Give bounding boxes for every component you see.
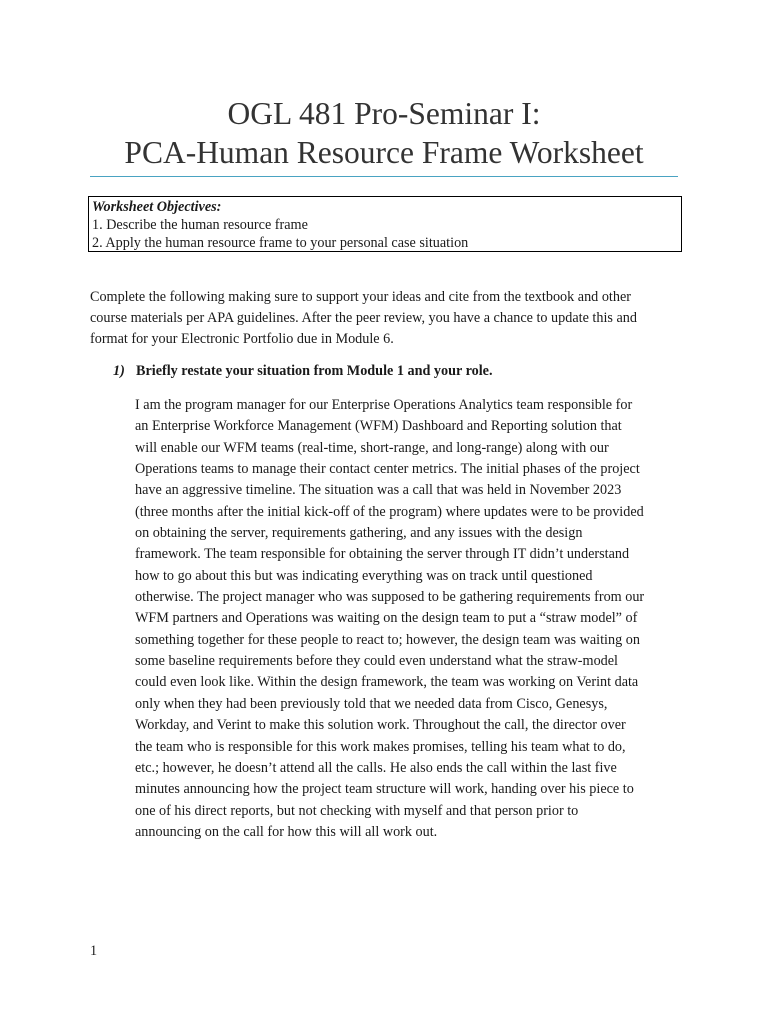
answer-line: some baseline requirements before they could even understand what the straw-model <box>135 653 618 670</box>
answer-line: only when they had been previously told that we needed data from Cisco, Genesys, <box>135 695 608 712</box>
question-text: Briefly restate your situation from Module 1 and your role. <box>136 363 493 379</box>
answer-line: (three months after the initial kick-off of the program) where updates were to be provided <box>135 503 644 520</box>
instructions-line: format for your Electronic Portfolio due in Module 6. <box>90 331 394 347</box>
question-number: 1) <box>113 363 125 379</box>
answer-line: the team who is responsible for this work makes promises, telling his team what to do, <box>135 738 626 755</box>
question-1 <box>113 361 493 382</box>
answer-line: WFM partners and Operations was waiting on the design team to put a “straw model” of <box>135 610 638 627</box>
answer-line: an Enterprise Workforce Management (WFM) Dashboard and Reporting solution that <box>135 418 622 435</box>
answer-line: announcing on the call for how this will all work out. <box>135 823 438 840</box>
objectives-box <box>88 196 682 252</box>
answer-line: on obtaining the server, requirements gathering, and any issues with the design <box>135 525 583 542</box>
answer-line: how to go about this but was indicating everything was on track until questioned <box>135 567 593 584</box>
answer-line: minutes announcing how the project team structure will work, handing over his piece to <box>135 781 634 798</box>
answer-line: otherwise. The project manager who was supposed to be gathering requirements from our <box>135 589 645 606</box>
answer-line: Workday, and Verint to make this solution work. Throughout the call, the director over <box>135 717 626 734</box>
answer-line: could even look like. Within the design framework, the team was working on Verint data <box>135 674 639 691</box>
answer-line: etc.; however, he doesn’t attend all the calls. He also ends the call within the last five <box>135 759 617 776</box>
page-number: 1 <box>90 943 98 959</box>
objective-item-1: 1. Describe the human resource frame <box>92 217 308 233</box>
answer-line: have an aggressive timeline. The situation was a call that was held in November 2023 <box>135 482 622 499</box>
page-title-line-1: OGL 481 Pro-Seminar I: <box>227 96 541 131</box>
objective-item-2: 2. Apply the human resource frame to your personal case situation <box>92 235 469 251</box>
page-title-line-2: PCA-Human Resource Frame Worksheet <box>124 135 644 170</box>
objectives-heading: Worksheet Objectives: <box>92 199 222 215</box>
answer-paragraph <box>135 395 695 843</box>
answer-line: one of his direct reports, but not checking with myself and that person prior to <box>135 802 579 819</box>
instructions-line: Complete the following making sure to support your ideas and cite from the textbook and other <box>90 289 631 305</box>
instructions-paragraph <box>90 287 690 350</box>
answer-line: something together for these people to react to; however, the design team was waiting on <box>135 631 640 648</box>
answer-line: I am the program manager for our Enterprise Operations Analytics team responsible for <box>135 397 633 413</box>
answer-line: framework. The team responsible for obtaining the server through IT didn’t understand <box>135 546 630 563</box>
answer-line: will enable our WFM teams (real-time, short-range, and long-range) along with our <box>135 439 609 456</box>
answer-line: Operations teams to manage their contact center metrics. The initial phases of the project <box>135 461 640 478</box>
title-divider <box>90 176 678 177</box>
instructions-line: course materials per APA guidelines. After the peer review, you have a chance to update this and <box>90 310 637 326</box>
